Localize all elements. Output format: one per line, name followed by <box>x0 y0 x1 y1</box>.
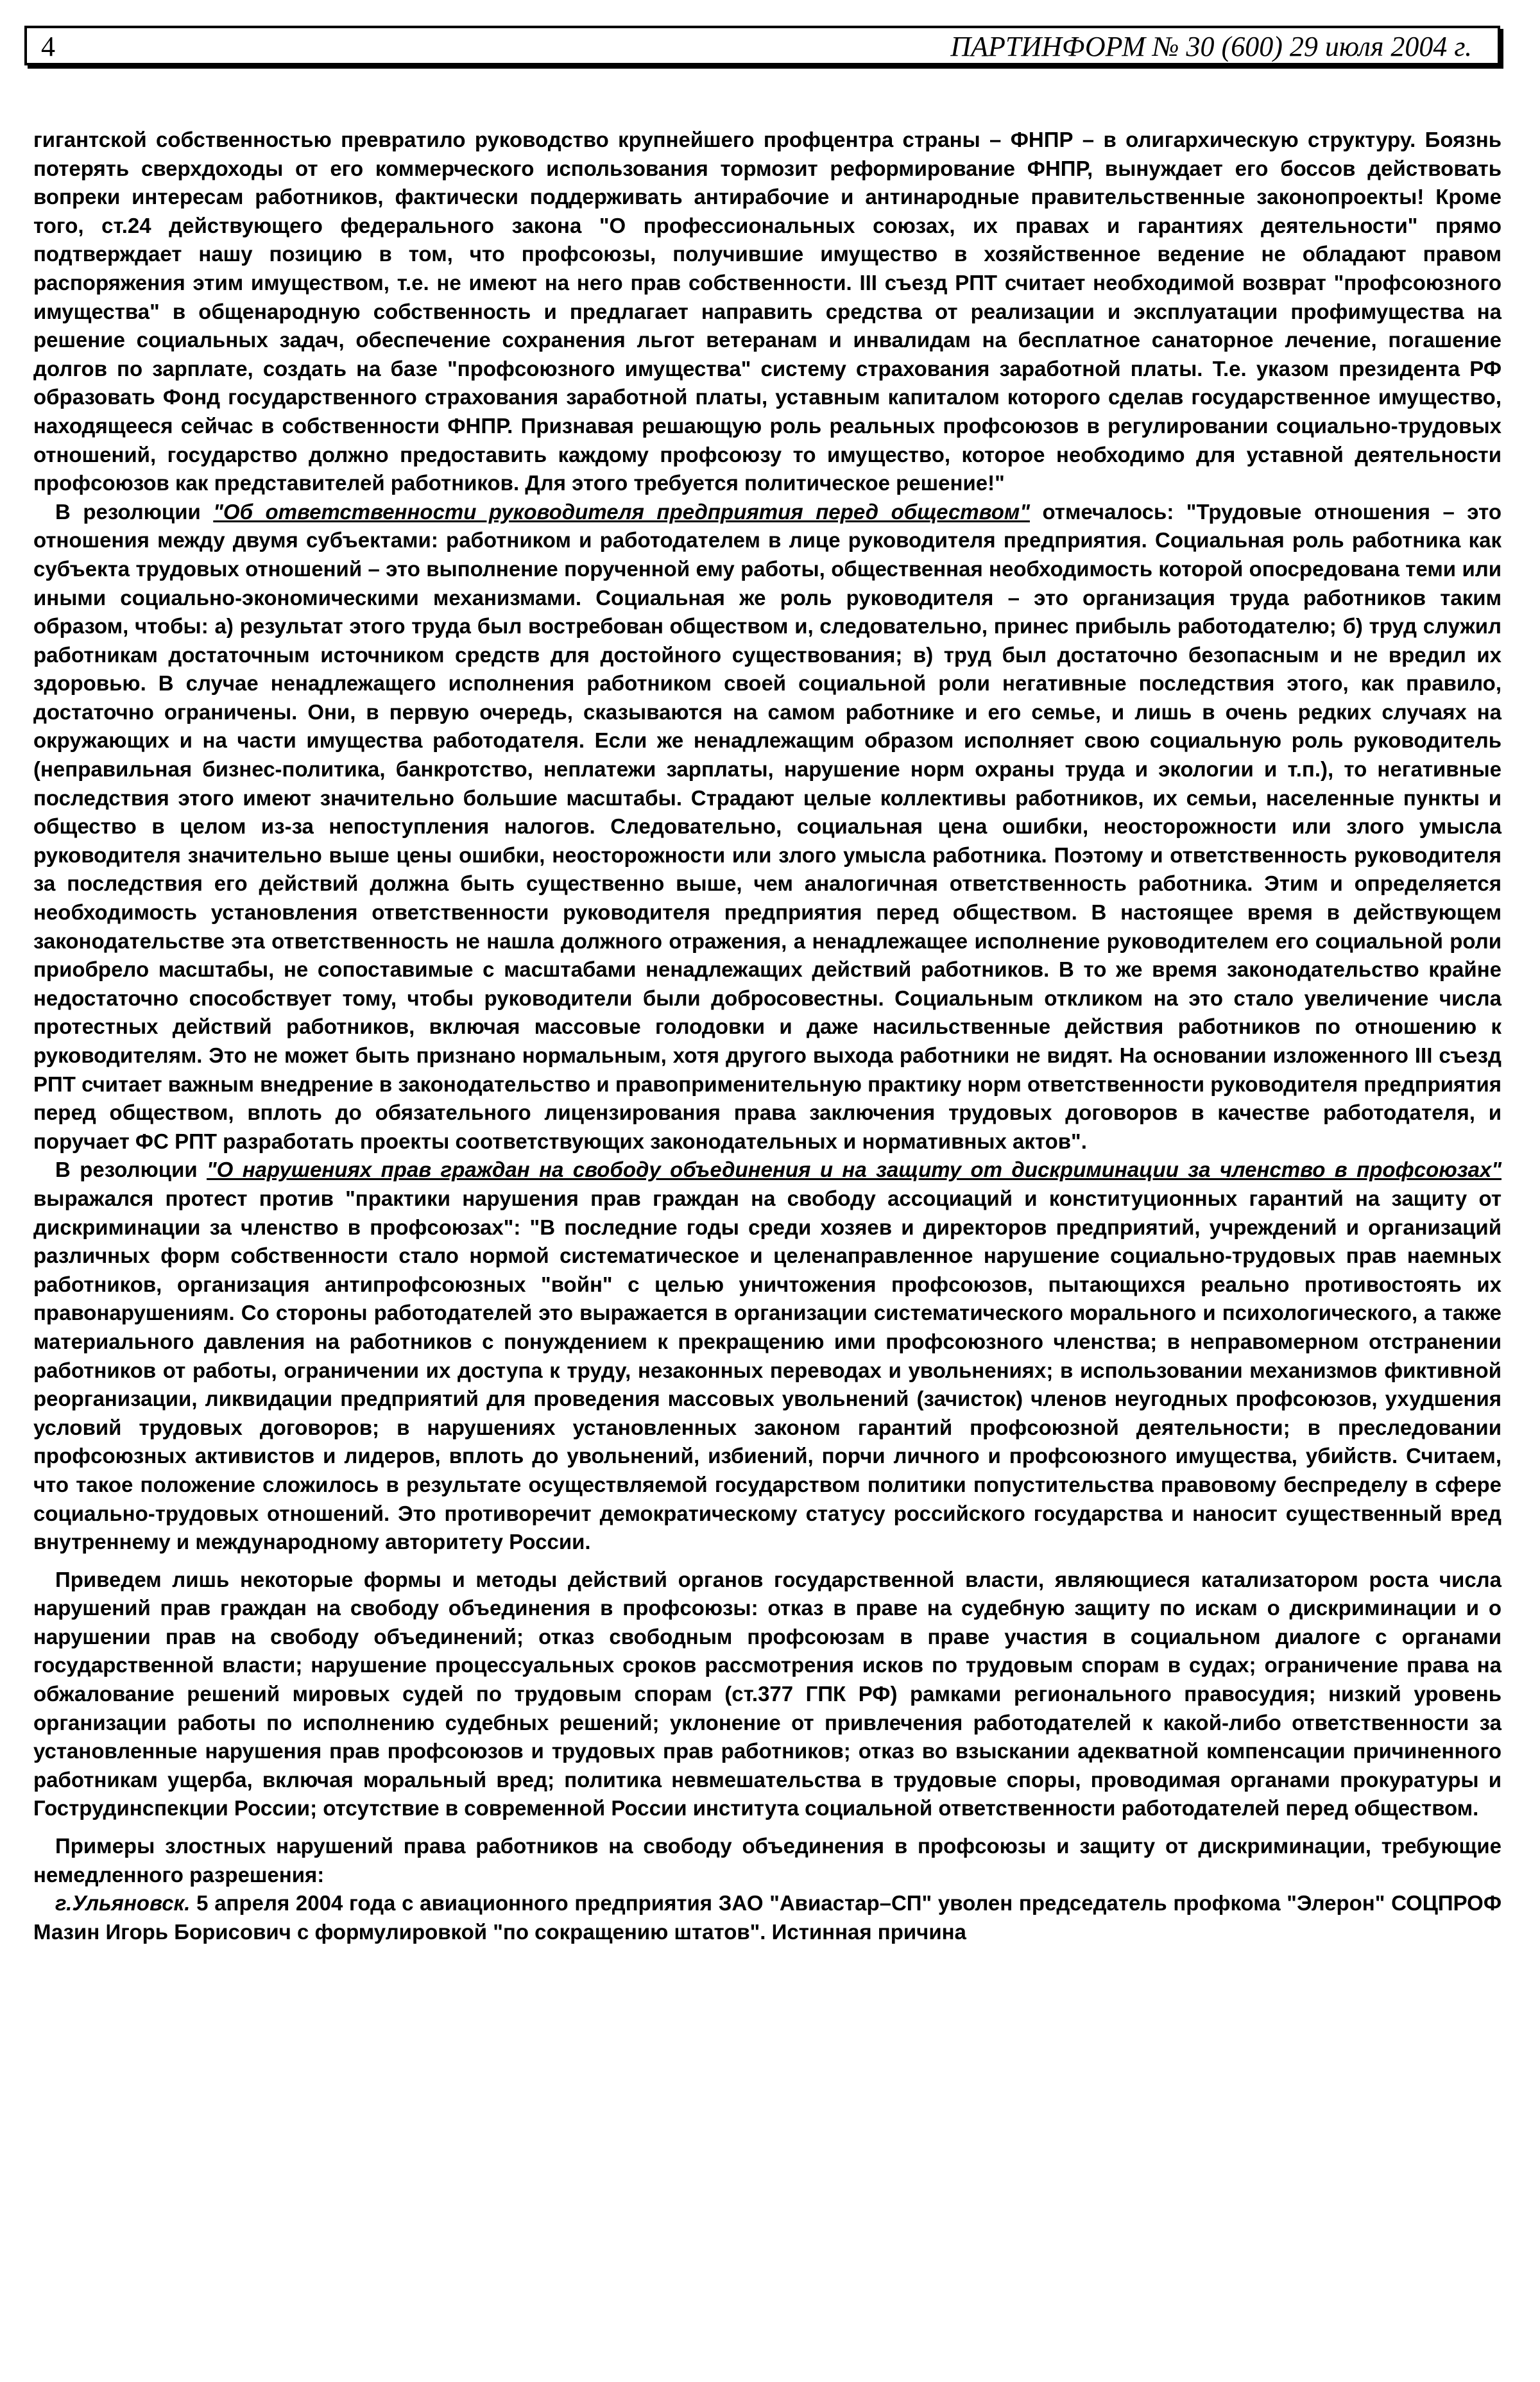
paragraph-3-lead: В резолюции <box>55 1158 207 1182</box>
paragraph-4: Приведем лишь некоторые формы и методы действий органов государственной власти, являющиеся катализатором роста числа нарушений прав граждан на свободу объединения в профсоюзы: отказ в праве на судебную защиту по искам о дискриминации и о нарушении прав на свободу объединений; отказ свободным профсоюзам в праве участия в социальном диалоге с органами государственной власти; нарушение процессуальных сроков рассмотрения исков по трудовым спорам в судах; ограничение права на обжалование решений мировых судей по трудовым спорам (ст.377 ГПК РФ) рамками регионального правосудия; низкий уровень организации работы по исполнению судебных решений; уклонение от привлечения работодателей к какой-либо ответственности за установленные нарушения прав профсоюзов и трудовых прав работников; отказ во взыскании адекватной компенсации причиненного работникам ущерба, включая моральный вред; политика невмешательства в трудовые споры, проводимая органами прокуратуры и Гострудинспекции России; отсутствие в современной России института социальной ответственности работодателей перед обществом. <box>33 1567 1502 1821</box>
paragraph-3-text: выражался протест против "практики нарушения прав граждан на свободу ассоциаций и конституционных гарантий на защиту от дискриминации за членство в профсоюзах": "В последние годы среди хозяев и директоров предприятий, учреждений и организаций различных форм собственности стало нормой систематическое и целенаправленное нарушение социально-трудовых прав наемных работников, организация антипрофсоюзных "войн" с целью уничтожения профсоюзов, пытающихся реально противостоять их правонарушениям. Со стороны работодателей это выражается в организации систематического морального и психологического, а также материального давления на работников с понуждением к прекращению ими профсоюзного членства; в неправомерном отстранении работников от работы, ограничении их доступа к труду, незаконных переводах и увольнениях; в использовании механизмов фиктивной реорганизации, ликвидации предприятий для проведения массовых увольнений (зачисток) членов неугодных профсоюзов, ухудшения условий трудовых договоров; в нарушениях установленных законом гарантий профсоюзной деятельности; в преследовании профсоюзных активистов и лидеров, вплоть до увольнений, избиений, порчи личного и профсоюзного имущества, убийств. Считаем, что такое положение сложилось в результате осуществляемой государством политики попустительства правовому беспределу в сфере социально-трудовых отношений. Это противоречит демократическому статусу российского государства и наносит существенный вред внутреннему и международному авторитету России. <box>33 1186 1502 1554</box>
paragraph-6-text: 5 апреля 2004 года с авиационного предприятия ЗАО "Авиастар–СП" уволен председатель профкома "Элерон" СОЦПРОФ Мазин Игорь Борисович с формулировкой "по сокращению штатов". Истинная причина <box>33 1891 1502 1944</box>
paragraph-5: Примеры злостных нарушений права работников на свободу объединения в профсоюзы и защиту от дискриминации, требующие немедленного разрешения: <box>33 1834 1502 1887</box>
resolution-title-responsibility: "Об ответственности руководителя предприятия перед обществом" <box>213 499 1030 524</box>
paragraph-3 <box>33 1156 1502 1556</box>
place-name: г.Ульяновск. <box>55 1891 191 1915</box>
page-number: 4 <box>41 31 55 62</box>
issue-info: ПАРТИНФОРМ № 30 (600) 29 июля 2004 г. <box>950 31 1472 62</box>
paragraph-6 <box>33 1889 1502 1946</box>
resolution-title-freedom: "О нарушениях прав граждан на свободу объединения и на защиту от дискриминации за членство в профсоюзах" <box>207 1158 1502 1182</box>
paragraph-2-lead: В резолюции <box>55 499 214 524</box>
paragraph-2-text: отмечалось: "Трудовые отношения – это отношения между двумя субъектами: работником и работодателем в лице руководителя предприятия. Социальная роль работника как субъекта трудовых отношений – это выполнение порученной ему работы, общественная необходимость которой опосредована теми или иными социально-экономическими механизмами. Социальная же роль руководителя – это организация труда работников таким образом, чтобы: а) результат этого труда был востребован обществом и, следовательно, принес прибыль работодателю; б) труд служил работникам достаточным источником средств для достойного существования; в) труд был достаточно безопасным и не вредил их здоровью. В случае ненадлежащего исполнения работником своей социальной роли негативные последствия этого, как правило, достаточно ограничены. Они, в первую очередь, сказываются на самом работнике и его семье, и лишь в очень редких случаях на окружающих и на части имущества работодателя. Если же ненадлежащим образом исполняет свою социальную роль руководитель (неправильная бизнес-политика, банкротство, неплатежи зарплаты, нарушение норм охраны труда и экологии и т.п.), то негативные последствия этого имеют значительно большие масштабы. Страдают целые коллективы работников, их семьи, населенные пункты и общество в целом из-за непоступления налогов. Следовательно, социальная цена ошибки, неосторожности или злого умысла руководителя значительно выше цены ошибки, неосторожности или злого умысла работника. Поэтому и ответственность руководителя за последствия его действий должна быть существенно выше, чем аналогичная ответственность работника. Этим и определяется необходимость установления ответственности руководителя предприятия перед обществом. В настоящее время в действующем законодательстве эта ответственность не нашла должного отражения, а ненадлежащее исполнение руководителем его социальной роли приобрело масштабы, не сопоставимые с масштабами ненадлежащих действий работников. В то же время законодательство крайне недостаточно способствует тому, чтобы руководители были добросовестны. Социальным откликом на это стало увеличение числа протестных действий работников, включая массовые голодовки и даже насильственные действия работников по отношению к руководителям. Это не может быть признано нормальным, хотя другого выхода работники не видят. На основании изложенного III съезд РПТ считает важным внедрение в законодательство и правоприменительную практику норм ответственности руководителя предприятия перед обществом, вплоть до обязательного лицензирования права заключения трудовых договоров в качестве работодателя, и поручает ФС РПТ разработать проекты соответствующих законодательных и нормативных актов". <box>33 499 1502 1153</box>
article-body <box>33 126 1502 1946</box>
page-header <box>24 26 1500 65</box>
paragraph-2 <box>33 498 1502 1156</box>
paragraph-1: гигантской собственностью превратило руководство крупнейшего профцентра страны – ФНПР – в олигархическую структуру. Боязнь потерять сверхдоходы от его коммерческого использования тормозит реформирование ФНПР, вынуждает его боссов действовать вопреки интересам работников, фактически поддерживать антирабочие и антинародные правительственные законопроекты! Кроме того, ст.24 действующего федерального закона "О профессиональных союзах, их правах и гарантиях деятельности" прямо подтверждает нашу позицию в том, что профсоюзы, получившие имущество в хозяйственное ведение не обладают правом распоряжения этим имуществом, т.е. не имеют на него прав собственности. III съезд РПТ считает необходимой возврат "профсоюзного имущества" в общенародную собственность и предлагает направить средства от реализации и эксплуатации профимущества на решение социальных задач, обеспечение сохранения льгот ветеранам и инвалидам на бесплатное санаторное лечение, погашение долгов по зарплате, создать на базе "профсоюзного имущества" систему страхования заработной платы. Т.е. указом президента РФ образовать Фонд государственного страхования заработной платы, уставным капиталом которого сделав государственное имущество, находящееся сейчас в собственности ФНПР. Признавая решающую роль реальных профсоюзов в регулировании социально-трудовых отношений, государство должно предоставить каждому профсоюзу то имущество, которое необходимо для уставной деятельности профсоюзов как представителей работников. Для этого требуется политическое решение!" <box>33 128 1502 495</box>
